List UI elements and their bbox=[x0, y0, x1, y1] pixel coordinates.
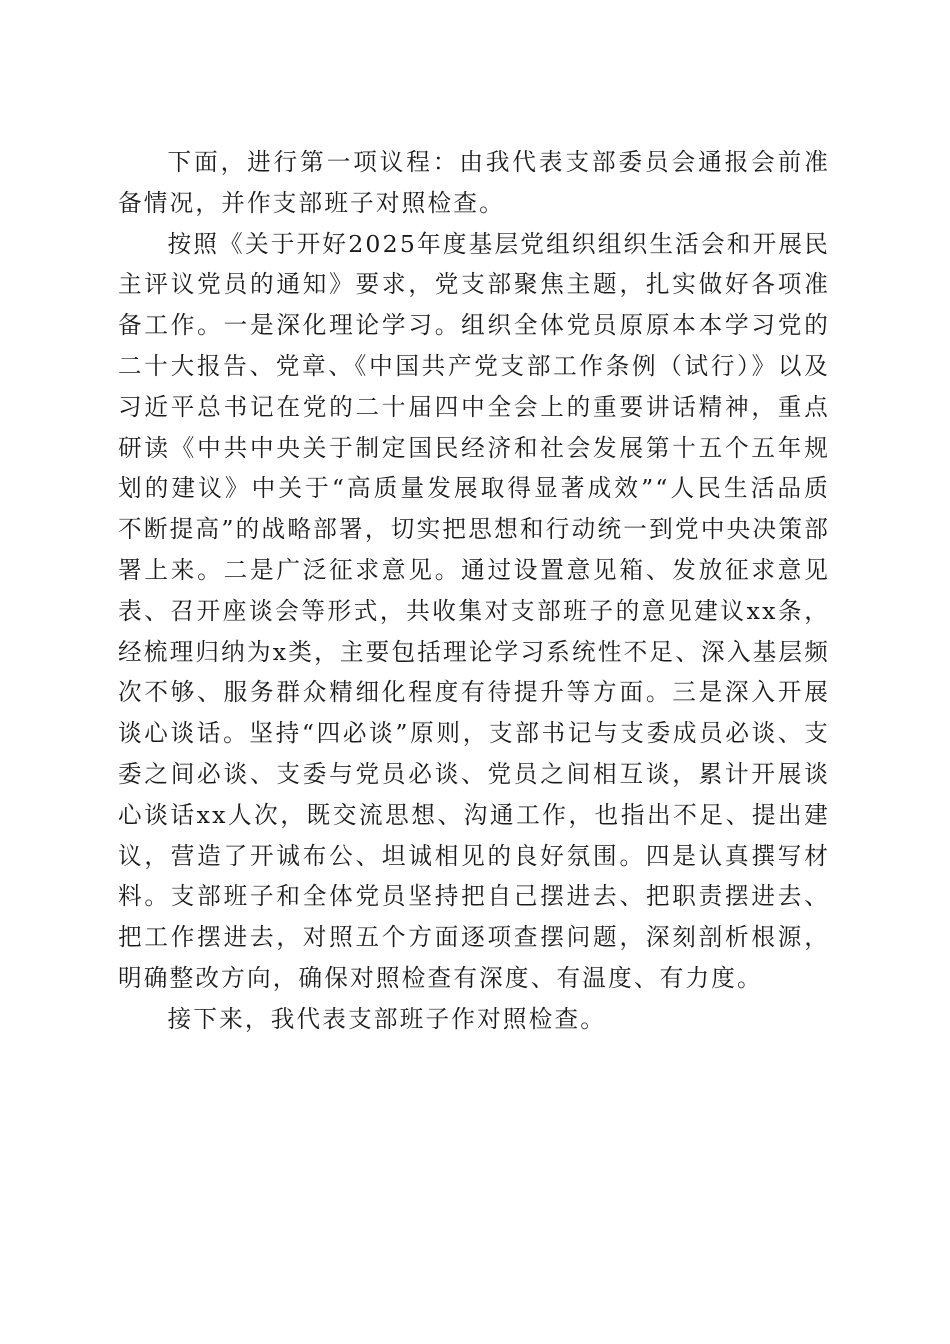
paragraph-transition: 接下来，我代表支部班子作对照检查。 bbox=[167, 1004, 607, 1033]
document-body bbox=[118, 142, 830, 1040]
paragraph-agenda-intro: 下面，进行第一项议程：由我代表支部委员会通报会前准备情况，并作支部班子对照检查。 bbox=[118, 148, 830, 217]
paragraph-preparation-details: 按照《关于开好2025年度基层党组织组织生活会和开展民主评议党员的通知》要求，党支部聚焦主题，扎实做好各项准备工作。一是深化理论学习。组织全体党员原原本本学习党的二十大报告、党章、《中国共产党支部工作条例（试行）》以及习近平总书记在党的二十届四中全会上的重要讲话精神，重点研读《中共中央关于制定国民经济和社会发展第十五个五年规划的建议》中关于“高质量发展取得显著成效”“人民生活品质不断提高”的战略部署，切实把思想和行动统一到党中央决策部署上来。二是广泛征求意见。通过设置意见箱、发放征求意见表、召开座谈会等形式，共收集对支部班子的意见建议xx条，经梳理归纳为x类，主要包括理论学习系统性不足、深入基层频次不够、服务群众精细化程度有待提升等方面。三是深入开展谈心谈话。坚持“四必谈”原则，支部书记与支委成员必谈、支委之间必谈、支委与党员必谈、党员之间相互谈，累计开展谈心谈话xx人次，既交流思想、沟通工作，也指出不足、提出建议，营造了开诚布公、坦诚相见的良好氛围。四是认真撰写材料。支部班子和全体党员坚持把自己摆进去、把职责摆进去、把工作摆进去，对照五个方面逐项查摆问题，深刻剖析根源，明确整改方向，确保对照检查有深度、有温度、有力度。 bbox=[118, 229, 830, 992]
